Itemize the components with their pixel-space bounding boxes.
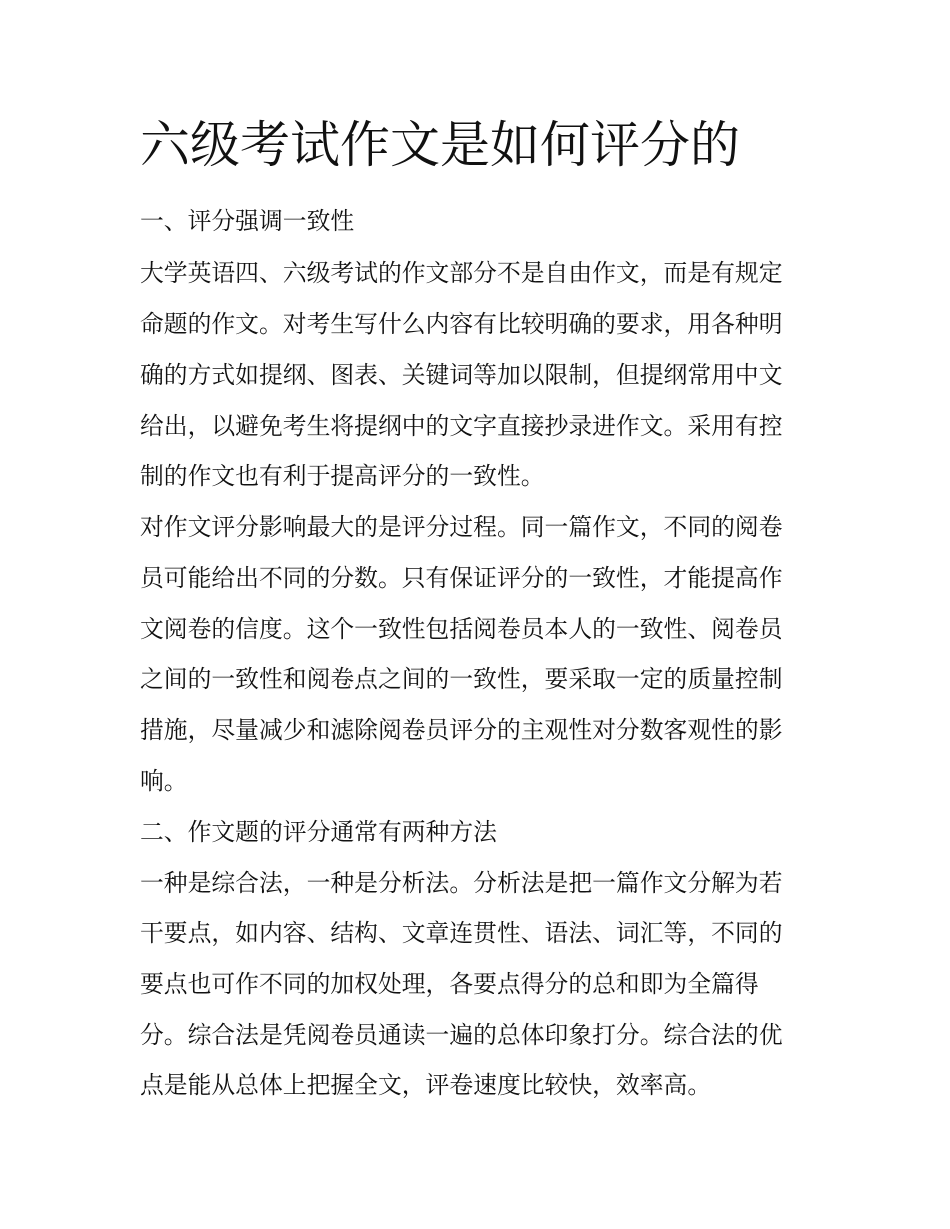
section-1-paragraph-1-line: 给出，以避免考生将提纲中的文字直接抄录进作文。采用有控 xyxy=(140,412,783,440)
section-2-paragraph-1-line: 干要点，如内容、结构、文章连贯性、语法、词汇等，不同的 xyxy=(140,919,783,947)
section-1-paragraph-2-line: 之间的一致性和阅卷点之间的一致性，要采取一定的质量控制 xyxy=(140,665,783,693)
section-2-paragraph-1-line: 要点也可作不同的加权处理，各要点得分的总和即为全篇得 xyxy=(140,970,759,998)
section-2-paragraph-1-line: 分。综合法是凭阅卷员通读一遍的总体印象打分。综合法的优 xyxy=(140,1021,783,1049)
section-1-paragraph-1-line: 确的方式如提纲、图表、关键词等加以限制，但提纲常用中文 xyxy=(140,361,783,389)
section-2-paragraph-1-line: 一种是综合法，一种是分析法。分析法是把一篇作文分解为若 xyxy=(140,869,783,897)
section-1-paragraph-2-line: 员可能给出不同的分数。只有保证评分的一致性，才能提高作 xyxy=(140,564,783,592)
section-1-paragraph-1-line: 命题的作文。对考生写什么内容有比较明确的要求，用各种明 xyxy=(140,310,783,338)
section-2-heading: 二、作文题的评分通常有两种方法 xyxy=(140,818,497,846)
document-title: 六级考试作文是如何评分的 xyxy=(140,116,740,174)
section-1-paragraph-2-line: 措施，尽量减少和滤除阅卷员评分的主观性对分数客观性的影 xyxy=(140,716,783,744)
section-1-paragraph-2-line: 对作文评分影响最大的是评分过程。同一篇作文，不同的阅卷 xyxy=(140,513,783,541)
section-2-paragraph-1-line: 点是能从总体上把握全文，评卷速度比较快，效率高。 xyxy=(140,1071,712,1099)
section-1-paragraph-1-line: 大学英语四、六级考试的作文部分不是自由作文，而是有规定 xyxy=(140,259,783,287)
section-1-paragraph-1-line: 制的作文也有利于提高评分的一致性。 xyxy=(140,462,545,490)
section-1-paragraph-2-line: 响。 xyxy=(140,767,188,795)
section-1-heading: 一、评分强调一致性 xyxy=(140,207,355,235)
section-1-paragraph-2-line: 文阅卷的信度。这个一致性包括阅卷员本人的一致性、阅卷员 xyxy=(140,615,783,643)
